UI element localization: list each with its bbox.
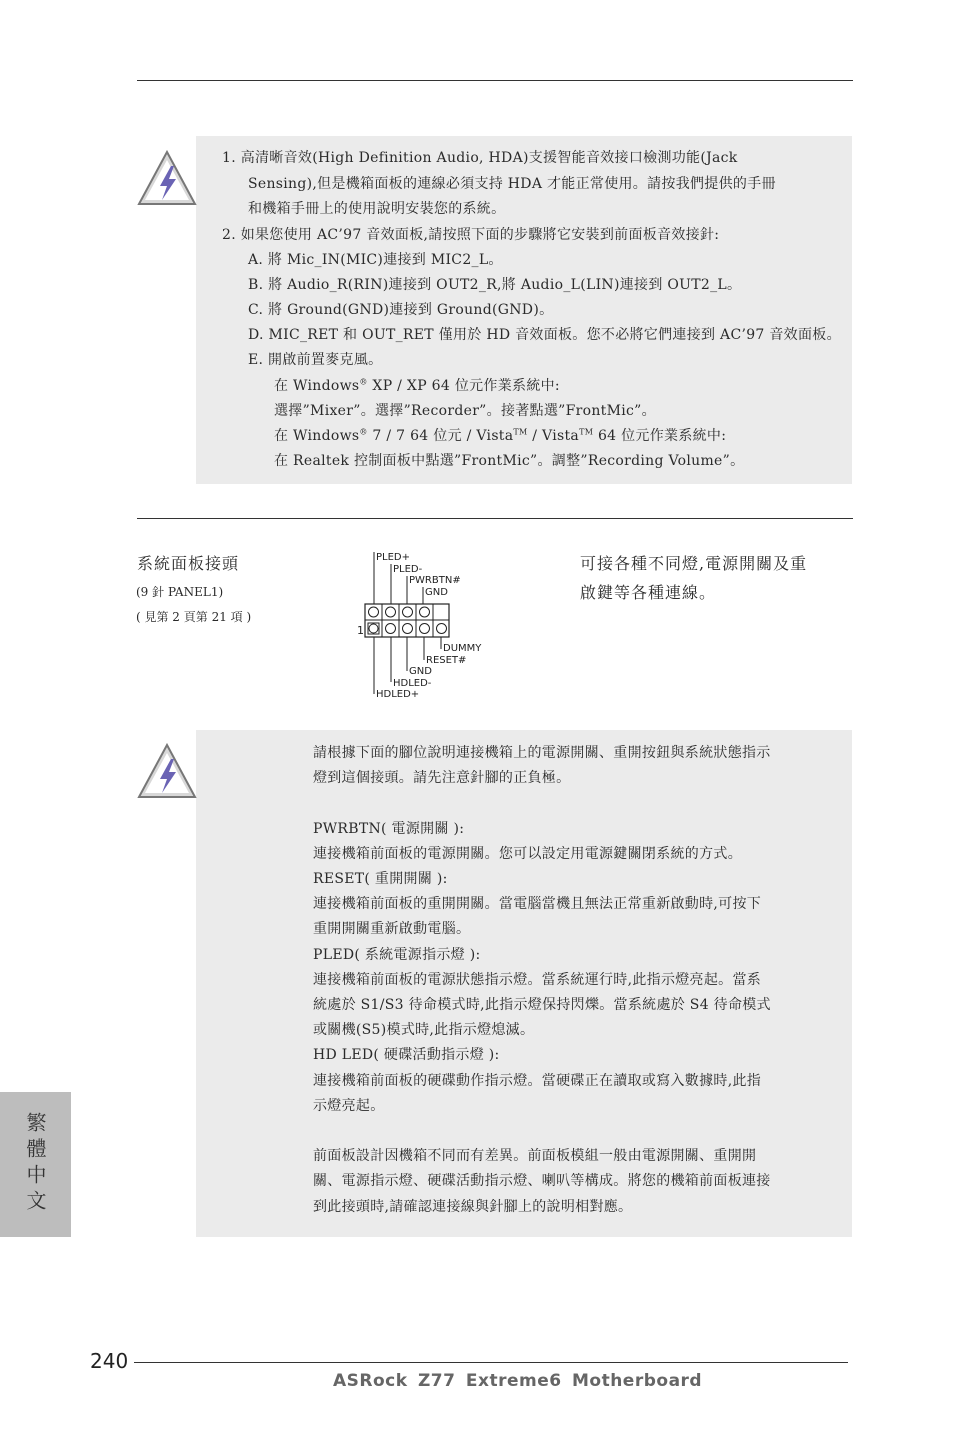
- audio-note-line: Sensing),但是機箱面板的連線必須支持 HDA 才能正常使用。請按我們提供的手冊: [248, 176, 776, 192]
- audio-note-line: C. 將 Ground(GND)連接到 Ground(GND)。: [248, 302, 554, 318]
- audio-note-line: 1. 高清晰音效(High Definition Audio, HDA)支援智能音效接口檢測功能(Jack: [222, 150, 738, 166]
- label-pled-minus: PLED-: [393, 564, 423, 575]
- language-tab: [0, 1092, 71, 1237]
- panel-note-line: 關、電源指示燈、硬碟活動指示燈、喇叭等構成。將您的機箱前面板連接: [313, 1173, 771, 1189]
- audio-note-line: 2. 如果您使用 AC’97 音效面板,請按照下面的步驟將它安裝到前面板音效接針:: [222, 227, 720, 243]
- panel-note-line: 或關機(S5)模式時,此指示燈熄滅。: [313, 1022, 535, 1038]
- warning-icon: [136, 148, 198, 210]
- panel-note-line: 到此接頭時,請確認連接線與針腳上的說明相對應。: [313, 1199, 633, 1215]
- panel-note-line: 連接機箱前面板的電源狀態指示燈。當系統運行時,此指示燈亮起。當系: [313, 972, 762, 988]
- panel-note-line: 連接機箱前面板的電源開關。您可以設定用電源鍵關閉系統的方式。: [313, 846, 742, 862]
- panel-note-line: 請根據下面的腳位說明連接機箱上的電源開關、重開按鈕與系統狀態指示: [313, 745, 771, 761]
- panel-note-line: 燈到這個接頭。請先注意針腳的正負極。: [313, 770, 571, 786]
- panel-note-line: 重開開關重新啟動電腦。: [313, 921, 471, 937]
- audio-note-line: D. MIC_RET 和 OUT_RET 僅用於 HD 音效面板。您不必將它們連接到 AC’97 音效面板。: [248, 327, 841, 343]
- panel-note-line: 連接機箱前面板的重開開關。當電腦當機且無法正常重新啟動時,可按下: [313, 896, 762, 912]
- panel-page-ref: ( 見第 2 頁第 21 項 ): [136, 610, 252, 624]
- panel-note-line: PLED( 系統電源指示燈 ):: [313, 947, 481, 963]
- panel-description-2: 啟鍵等各種連線。: [580, 583, 717, 602]
- label-hdled-plus: HDLED+: [376, 689, 420, 700]
- audio-note-line: E. 開啟前置麥克風。: [248, 352, 383, 368]
- audio-note-line: B. 將 Audio_R(RIN)連接到 OUT2_R,將 Audio_L(LIN)連接到 OUT2_L。: [248, 277, 742, 293]
- panel-pin-count: (9 針 PANEL1): [136, 585, 224, 599]
- audio-note-line: A. 將 Mic_IN(MIC)連接到 MIC2_L。: [248, 252, 503, 268]
- panel-note-line: 統處於 S1/S3 待命模式時,此指示燈保持閃爍。當系統處於 S4 待命模式: [313, 997, 771, 1013]
- language-tab-label: 繁體中文: [23, 1112, 47, 1216]
- label-gnd-bottom: GND: [409, 666, 432, 677]
- panel-note-line: RESET( 重開開關 ):: [313, 871, 448, 887]
- audio-note-line: 和機箱手冊上的使用說明安裝您的系統。: [248, 201, 506, 217]
- label-dummy: DUMMY: [443, 643, 482, 654]
- win-xp-line: 在 Windows® XP / XP 64 位元作業系統中:: [274, 377, 560, 394]
- panel-note-line: PWRBTN( 電源開關 ):: [313, 821, 465, 837]
- panel-note-line: HD LED( 硬碟活動指示燈 ):: [313, 1047, 500, 1063]
- panel-note-line: 連接機箱前面板的硬碟動作指示燈。當硬碟正在讀取或寫入數據時,此指: [313, 1073, 762, 1089]
- mixer-line: 選擇”Mixer”。選擇”Recorder”。接著點選”FrontMic”。: [274, 403, 656, 419]
- panel-description-1: 可接各種不同燈,電源開關及重: [580, 554, 808, 573]
- section-rule: [137, 518, 853, 519]
- label-pwrbtn: PWRBTN#: [409, 575, 461, 586]
- footer-title: ASRock Z77 Extreme6 Motherboard: [333, 1371, 703, 1391]
- label-gnd-top: GND: [425, 587, 448, 598]
- panel-note-line: 示燈亮起。: [313, 1098, 385, 1114]
- top-rule: [137, 80, 853, 81]
- realtek-line: 在 Realtek 控制面板中點選”FrontMic”。調整”Recording Volume”。: [274, 453, 745, 469]
- panel-header-diagram: [355, 548, 495, 700]
- label-pin-1: 1: [357, 624, 364, 637]
- label-hdled-minus: HDLED-: [393, 678, 432, 689]
- label-pled-plus: PLED+: [376, 552, 410, 563]
- panel-note-line: 前面板設計因機箱不同而有差異。前面板模組一般由電源開關、重開開: [313, 1148, 757, 1164]
- label-reset: RESET#: [426, 655, 467, 666]
- footer-rule: [134, 1362, 848, 1363]
- panel-title: 系統面板接頭: [137, 554, 240, 573]
- warning-icon: [136, 741, 198, 803]
- page-number: 240: [90, 1349, 129, 1373]
- win7-line: 在 Windows® 7 / 7 64 位元 / Vista™ / Vista™ 64 位元作業系統中:: [274, 427, 727, 444]
